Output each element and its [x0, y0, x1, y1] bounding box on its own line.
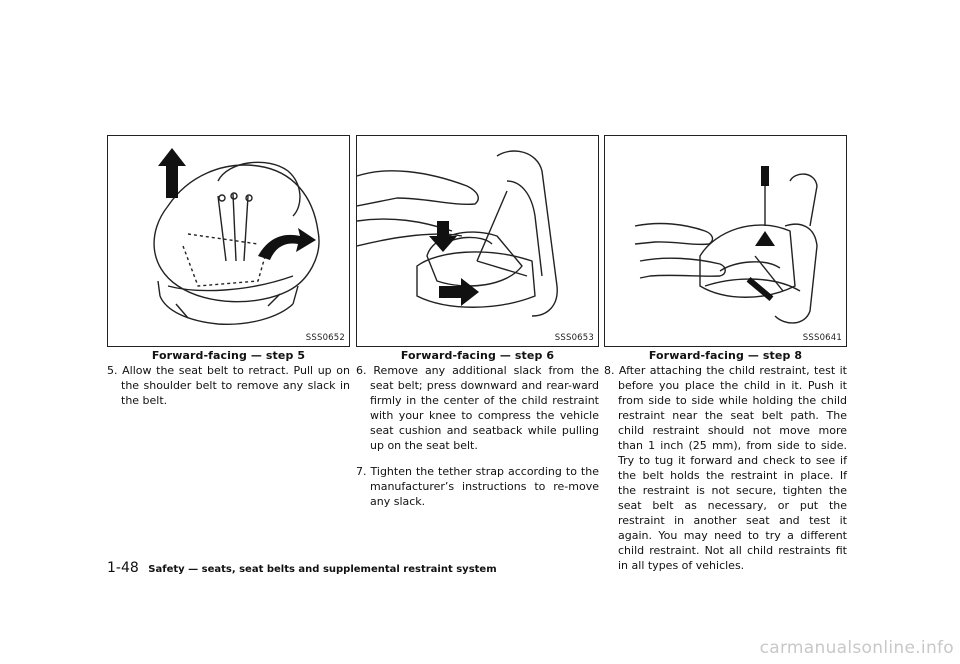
figure-id: SSS0653 [554, 333, 594, 343]
step-8-text: 8. After attaching the child restraint, test it before you place the child in it. Push it from side to side while holding the child restraint near the seat belt path. The child restraint should not move more than 1 inch (25 mm), from side to side. Try to tug it forward and check to see if the belt holds the restraint in place. If the restraint is not secure, tighten the seat belt as necessary, or put the restraint in another seat and test it again. You may need to try a different child restraint. Not all child restraints fit in all types of vehicles. [604, 364, 847, 572]
knee-press-restraint-illustration [357, 136, 598, 346]
figure-caption: Forward-facing — step 8 [648, 349, 803, 362]
page-number: 1-48 [107, 560, 139, 576]
column-1 [107, 135, 350, 419]
figure-step-8 [604, 135, 847, 347]
watermark: carmanualsonline.info [759, 638, 954, 658]
figure-id: SSS0652 [305, 333, 345, 343]
step-6-text: 6. Remove any additional slack from the seat belt; press downward and rear-ward firmly in the center of the child restraint with your knee to compress the vehicle seat cushion and seatback while pulling up on the seat belt. [356, 364, 599, 452]
section-title: Safety — seats, seat belts and supplemental restraint system [148, 564, 497, 575]
step-5-text: 5. Allow the seat belt to retract. Pull up on the shoulder belt to remove any slack in the belt. [107, 364, 350, 407]
figure-caption: Forward-facing — step 6 [400, 349, 555, 362]
child-seat-belt-retract-illustration [108, 136, 349, 346]
column-2 [356, 135, 599, 520]
column-3 [604, 135, 847, 584]
page-footer [107, 560, 497, 576]
step-7-text: 7. Tighten the tether strap according to the manufacturer’s instructions to re-move any slack. [356, 465, 599, 508]
figure-id: SSS0641 [802, 333, 842, 343]
figure-step-5 [107, 135, 350, 347]
test-restraint-illustration [605, 136, 846, 346]
figure-step-6 [356, 135, 599, 347]
figure-caption: Forward-facing — step 5 [151, 349, 306, 362]
